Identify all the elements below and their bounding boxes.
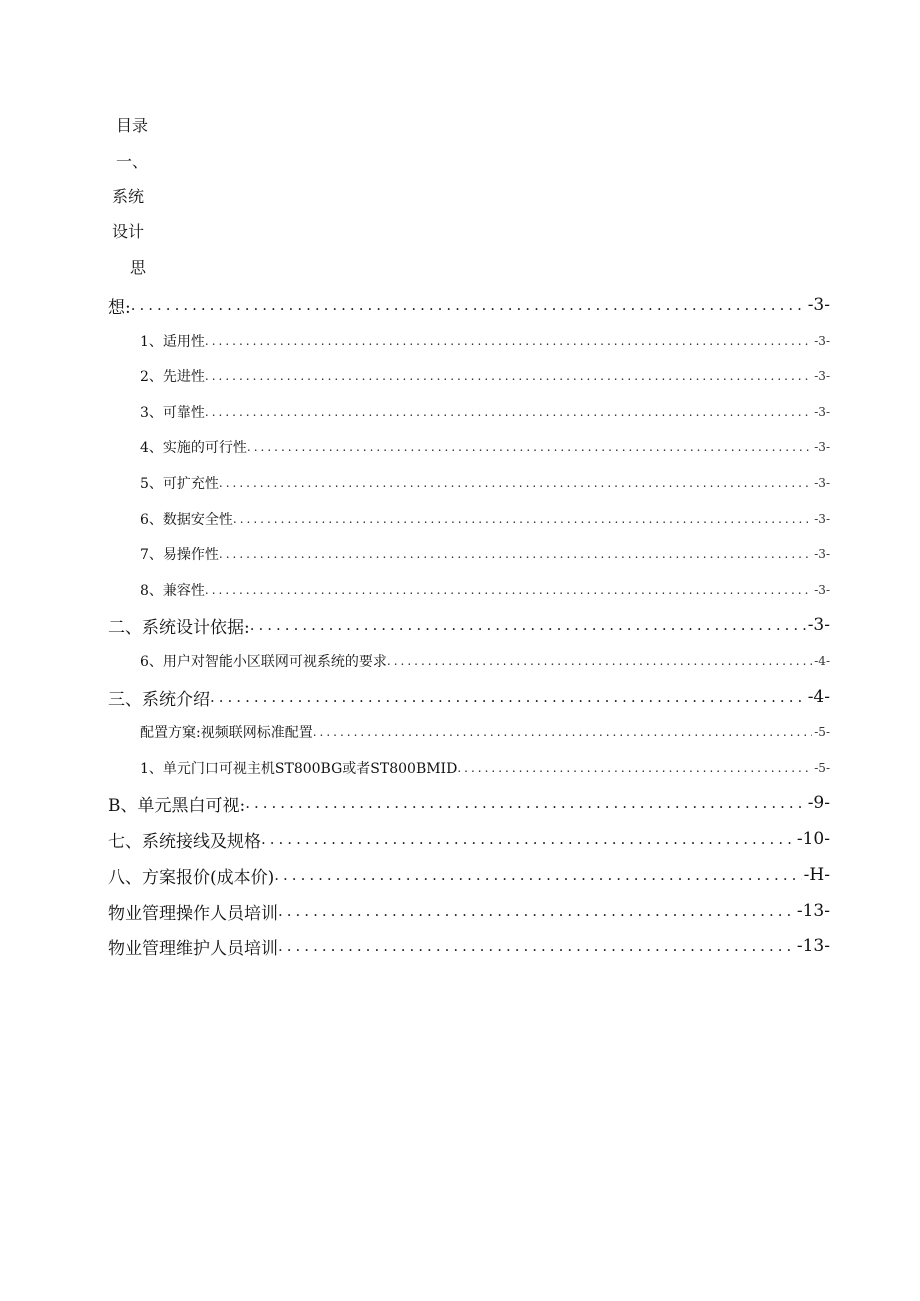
toc-leader-dots <box>205 334 812 348</box>
toc-page-number: -3- <box>814 369 830 383</box>
toc-page-number: -5- <box>814 761 830 775</box>
toc-entry[interactable] <box>108 792 830 814</box>
toc-leader-dots <box>245 794 805 812</box>
toc-page-number: -13- <box>796 901 830 921</box>
toc-entry[interactable] <box>108 900 830 922</box>
toc-entry-label: 8、兼容性 <box>140 583 205 599</box>
toc-entry[interactable] <box>108 686 830 708</box>
toc-entry[interactable] <box>140 366 830 386</box>
toc-heading: 目录 <box>116 116 149 135</box>
toc-entry[interactable] <box>108 294 830 316</box>
toc-entry-1-part-3: 设计 <box>112 222 145 241</box>
toc-entry[interactable] <box>140 544 830 564</box>
toc-page-number: -3- <box>814 583 830 597</box>
toc-leader-dots <box>219 476 812 490</box>
toc-entry[interactable] <box>108 864 830 886</box>
toc-page-number: -3- <box>814 547 830 561</box>
toc-leader-dots <box>457 761 812 775</box>
toc-page-number: -3- <box>814 334 830 348</box>
toc-page-number: -H- <box>803 865 830 885</box>
toc-entry-1-part-1: 一、 <box>116 152 149 171</box>
toc-entry-label: 7、易操作性 <box>140 547 219 563</box>
toc-entry[interactable] <box>108 935 830 957</box>
toc-page-number: -4- <box>814 654 830 668</box>
toc-entry-label: 二、系统设计依据: <box>108 617 250 638</box>
toc-entry-label: 三、系统介绍 <box>108 689 210 710</box>
toc-page-number: -10- <box>796 829 830 849</box>
toc-leader-dots <box>387 654 812 668</box>
toc-leader-dots <box>261 830 795 848</box>
toc-entry-label: 4、实施的可行性 <box>140 440 247 456</box>
toc-entry[interactable] <box>140 580 830 600</box>
toc-entry-label: 物业管理操作人员培训 <box>108 903 278 924</box>
toc-leader-dots <box>274 866 801 884</box>
toc-leader-dots <box>210 688 806 706</box>
toc-leader-dots <box>219 547 812 561</box>
toc-entry[interactable] <box>140 402 830 422</box>
toc-page-number: -3- <box>814 476 830 490</box>
toc-leader-dots <box>205 405 812 419</box>
toc-page-number: -9- <box>807 793 830 813</box>
toc-entry-label: 3、可靠性 <box>140 405 205 421</box>
toc-leader-dots <box>313 725 813 739</box>
toc-entry-label: 物业管理维护人员培训 <box>108 938 278 959</box>
toc-leader-dots <box>247 440 812 454</box>
toc-entry-1-part-4: 思 <box>130 258 147 277</box>
toc-entry-label: 八、方案报价(成本价) <box>108 867 275 888</box>
toc-leader-dots <box>278 937 795 955</box>
toc-entry-label: B、单元黑白可视: <box>108 795 246 816</box>
toc-page-number: -3- <box>814 512 830 526</box>
toc-entry-label: 配置方窠:视频联网标准配置 <box>140 725 313 741</box>
toc-page-number: -4- <box>807 687 830 707</box>
toc-entry[interactable] <box>140 331 830 351</box>
toc-page-number: -13- <box>796 936 830 956</box>
toc-entry[interactable] <box>140 437 830 457</box>
toc-entry-label: 6、用户对智能小区联网可视系统的要求 <box>140 654 387 670</box>
toc-entry-label: 想: <box>108 297 131 318</box>
toc-leader-dots <box>131 296 806 314</box>
toc-page-number: -3- <box>814 440 830 454</box>
toc-entry-label: 1、适用性 <box>140 334 205 350</box>
toc-leader-dots <box>233 512 812 526</box>
toc-leader-dots <box>250 616 806 634</box>
toc-entry[interactable] <box>140 473 830 493</box>
toc-entry[interactable] <box>108 828 830 850</box>
toc-entry[interactable] <box>140 509 830 529</box>
toc-entry-label: 1、单元门口可视主机ST800BG或者ST800BMID <box>140 761 458 777</box>
toc-entry[interactable] <box>108 614 830 636</box>
toc-page-number: -3- <box>807 615 830 635</box>
toc-entry-label: 5、可扩充性 <box>140 476 219 492</box>
toc-entry-label: 6、数据安全性 <box>140 512 233 528</box>
toc-page-number: -3- <box>807 295 830 315</box>
toc-entry[interactable] <box>140 758 830 778</box>
toc-leader-dots <box>205 369 812 383</box>
toc-page-number: -5- <box>814 725 830 739</box>
toc-entry[interactable] <box>140 722 830 742</box>
toc-entry-1-part-2: 系统 <box>112 187 145 206</box>
toc-page-number: -3- <box>814 405 830 419</box>
toc-leader-dots <box>278 902 795 920</box>
toc-leader-dots <box>205 583 812 597</box>
toc-entry-label: 七、系统接线及规格 <box>108 831 261 852</box>
toc-entry[interactable] <box>140 651 830 671</box>
toc-entry-label: 2、先进性 <box>140 369 205 385</box>
